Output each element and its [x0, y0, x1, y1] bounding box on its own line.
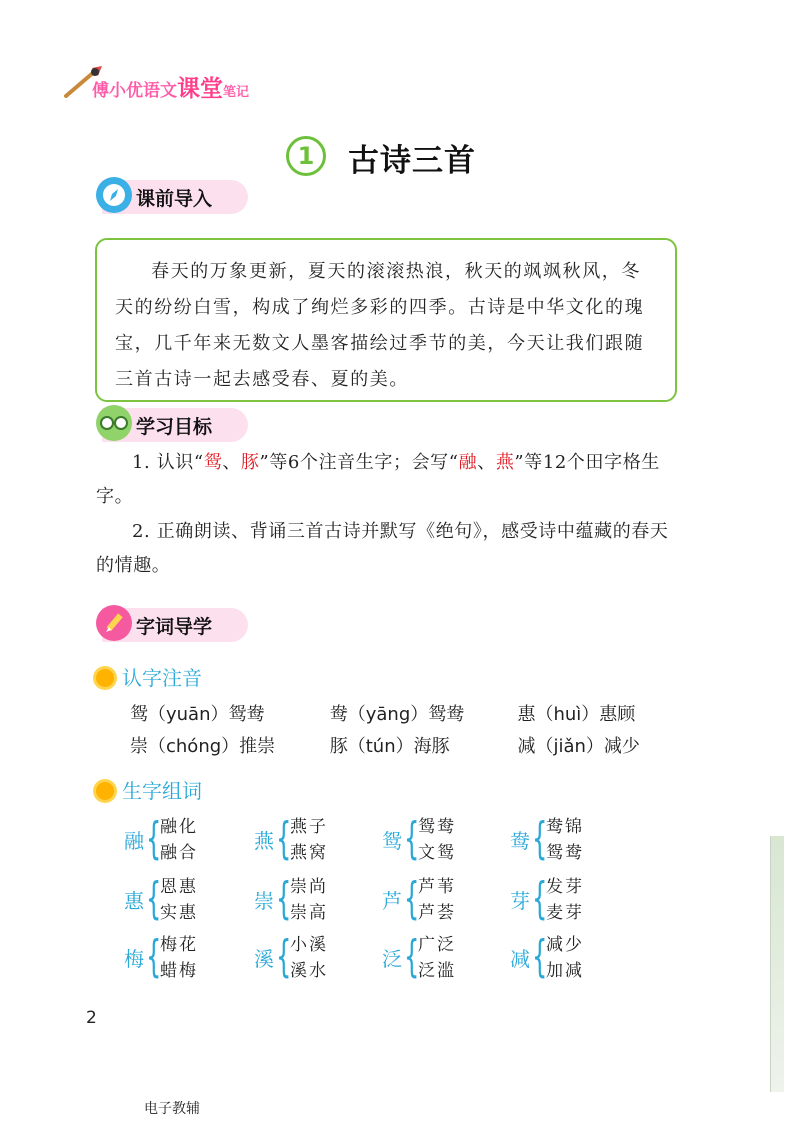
page-number: 2 — [86, 1008, 97, 1028]
wordgroup-char: 溪 — [254, 947, 274, 971]
glasses-icon — [96, 405, 132, 441]
pinyin-text: yuān — [166, 704, 211, 725]
wordgroup-item — [510, 810, 600, 870]
wordgroup-word: 崇高 — [290, 903, 328, 923]
brace-icon: { — [146, 873, 162, 924]
wordgroup-char: 燕 — [254, 829, 274, 853]
pinyin-char: 豚 — [329, 736, 348, 757]
goal-1-part: 、 — [222, 452, 241, 473]
lesson-number: 1 — [286, 136, 326, 176]
goal-2: 2. 正确朗读、背诵三首古诗并默写《绝句》，感受诗中蕴藏的春天的情趣。 — [96, 521, 669, 576]
pinyin-text: huì — [553, 704, 582, 725]
goal-1-char: 鸳 — [203, 452, 223, 473]
sun-icon — [96, 782, 114, 800]
wordgroup-word: 芦苇 — [418, 877, 456, 897]
brace-icon: { — [146, 931, 162, 982]
wordgroup-word: 发芽 — [546, 877, 584, 897]
intro-box — [95, 238, 677, 402]
paren-close: ） — [221, 736, 240, 757]
paren-close: ） — [410, 704, 429, 725]
logo-text — [92, 70, 249, 103]
wordgroup-item — [124, 928, 214, 988]
wordgroup-item — [382, 928, 472, 988]
pinyin-word: 推崇 — [239, 736, 276, 757]
wordgroup-char: 惠 — [124, 889, 144, 913]
wordgroup-item — [510, 870, 600, 930]
goal-1 — [96, 446, 681, 514]
pinyin-row-1 — [130, 700, 635, 726]
pinyin-item — [330, 732, 512, 758]
wordgroup-word: 燕窝 — [290, 843, 328, 863]
wordgroup-word: 加减 — [546, 961, 584, 981]
pinyin-word: 减少 — [603, 736, 640, 757]
pinyin-title: 认字注音 — [122, 666, 202, 690]
wordgroup-word: 实惠 — [160, 903, 198, 923]
wordgroup-item — [124, 870, 214, 930]
wordgroup-word: 文鸳 — [418, 843, 456, 863]
paren-open: （ — [148, 736, 166, 757]
goal-1-char: 融 — [458, 452, 478, 473]
wordgroup-word: 崇尚 — [290, 877, 328, 897]
paren-close: ） — [395, 736, 414, 757]
pinyin-word: 鸳鸯 — [428, 704, 465, 725]
wordgroup-item — [254, 810, 344, 870]
pinyin-text: chóng — [166, 736, 222, 757]
pinyin-word: 海豚 — [413, 736, 450, 757]
wordgroup-char: 融 — [124, 829, 144, 853]
pinyin-text: jiǎn — [553, 736, 586, 757]
compass-icon — [96, 177, 132, 213]
footer-text: 电子教辅 — [144, 1101, 200, 1117]
pinyin-item — [517, 700, 635, 726]
wordgroup-item — [254, 870, 344, 930]
brace-icon: { — [404, 931, 420, 982]
pinyin-heading — [96, 662, 202, 691]
pinyin-word: 惠顾 — [599, 704, 636, 725]
pinyin-word: 鸳鸯 — [228, 704, 265, 725]
paren-open: （ — [148, 704, 166, 725]
wordgroup-word: 芦荟 — [418, 903, 456, 923]
goal-1-part: ”等12个田字格生字。 — [96, 452, 660, 507]
wordgroup-char: 芦 — [382, 889, 402, 913]
wordgroup-word: 蜡梅 — [160, 961, 198, 981]
brace-icon: { — [276, 931, 292, 982]
sun-icon — [96, 669, 114, 687]
wordgroup-item — [124, 810, 214, 870]
pinyin-item — [330, 700, 512, 726]
side-divider — [770, 836, 771, 1092]
logo-big: 课堂 — [177, 76, 223, 102]
pinyin-item — [130, 732, 324, 758]
pinyin-text: tún — [365, 736, 396, 757]
pinyin-row-2 — [130, 732, 640, 758]
brace-icon: { — [146, 813, 162, 864]
wordgroup-word: 鸳鸯 — [418, 817, 456, 837]
brace-icon: { — [532, 931, 548, 982]
section-intro-heading — [102, 180, 248, 214]
paren-open: （ — [347, 704, 366, 725]
wordgroup-word: 鸯锦 — [546, 817, 584, 837]
brace-icon: { — [532, 873, 548, 924]
wordgroup-word: 梅花 — [160, 935, 198, 955]
paren-close: ） — [585, 736, 604, 757]
pinyin-item — [517, 732, 639, 758]
goal-1-char: 燕 — [495, 452, 515, 473]
intro-text: 春天的万象更新，夏天的滚滚热浪，秋天的飒飒秋风，冬天的纷纷白雪，构成了绚烂多彩的四季。古诗是中华文化的瑰宝，几千年来无数文人墨客描绘过季节的美，今天让我们跟随三首古诗一起去感受春、夏的美。 — [115, 261, 645, 390]
wordgroup-item — [254, 928, 344, 988]
logo-small: 笔记 — [223, 85, 250, 100]
pinyin-char: 惠 — [517, 704, 536, 725]
paren-close: ） — [581, 704, 600, 725]
lesson-title: 古诗三首 — [348, 143, 476, 179]
goal-1-part: ”等6个注音生字；会写“ — [259, 452, 459, 473]
brand-logo — [62, 62, 302, 106]
pinyin-char: 崇 — [130, 736, 148, 757]
brace-icon: { — [404, 813, 420, 864]
wordgroup-item — [382, 870, 472, 930]
wordgroup-word: 麦芽 — [546, 903, 584, 923]
side-strip — [770, 836, 784, 1092]
brace-icon: { — [404, 873, 420, 924]
wordgroup-word: 燕子 — [290, 817, 328, 837]
wordgroup-word: 鸳鸯 — [546, 843, 584, 863]
brace-icon: { — [276, 813, 292, 864]
wordgroup-char: 芽 — [510, 889, 530, 913]
wordgroups-heading — [96, 775, 202, 804]
wordgroup-char: 鸳 — [382, 829, 402, 853]
goal-1-part: 、 — [477, 452, 496, 473]
section-words-heading — [102, 608, 248, 642]
wordgroup-char: 泛 — [382, 947, 402, 971]
wordgroup-word: 溪水 — [290, 961, 328, 981]
paren-open: （ — [535, 704, 554, 725]
pinyin-item — [130, 700, 324, 726]
wordgroup-char: 鸯 — [510, 829, 530, 853]
wordgroup-item — [382, 810, 472, 870]
pinyin-char: 鸯 — [329, 704, 348, 725]
wordgroup-word: 泛滥 — [418, 961, 456, 981]
goal-1-part: 1. 认识“ — [132, 452, 204, 473]
wordgroup-char: 崇 — [254, 889, 274, 913]
pinyin-char: 减 — [517, 736, 536, 757]
paren-open: （ — [347, 736, 366, 757]
brace-icon: { — [276, 873, 292, 924]
goal-1-char: 豚 — [240, 452, 260, 473]
wordgroup-word: 恩惠 — [160, 877, 198, 897]
paren-open: （ — [535, 736, 554, 757]
wordgroup-word: 小溪 — [290, 935, 328, 955]
brace-icon: { — [532, 813, 548, 864]
section-goals-title: 学习目标 — [136, 416, 213, 438]
section-goals-heading — [102, 408, 248, 442]
pinyin-text: yāng — [365, 704, 411, 725]
wordgroup-word: 广泛 — [418, 935, 456, 955]
pinyin-char: 鸳 — [130, 704, 148, 725]
wordgroup-item — [510, 928, 600, 988]
section-words-title: 字词导学 — [136, 616, 213, 638]
logo-prefix: 傅小优语文 — [92, 81, 177, 101]
section-intro-title: 课前导入 — [136, 188, 213, 210]
paren-close: ） — [210, 704, 229, 725]
pencil-icon — [96, 605, 132, 641]
wordgroup-word: 融化 — [160, 817, 198, 837]
wordgroup-char: 减 — [510, 947, 530, 971]
wordgroup-word: 减少 — [546, 935, 584, 955]
wordgroup-word: 融合 — [160, 843, 198, 863]
wordgroup-char: 梅 — [124, 947, 144, 971]
wordgroups-title: 生字组词 — [122, 779, 202, 803]
